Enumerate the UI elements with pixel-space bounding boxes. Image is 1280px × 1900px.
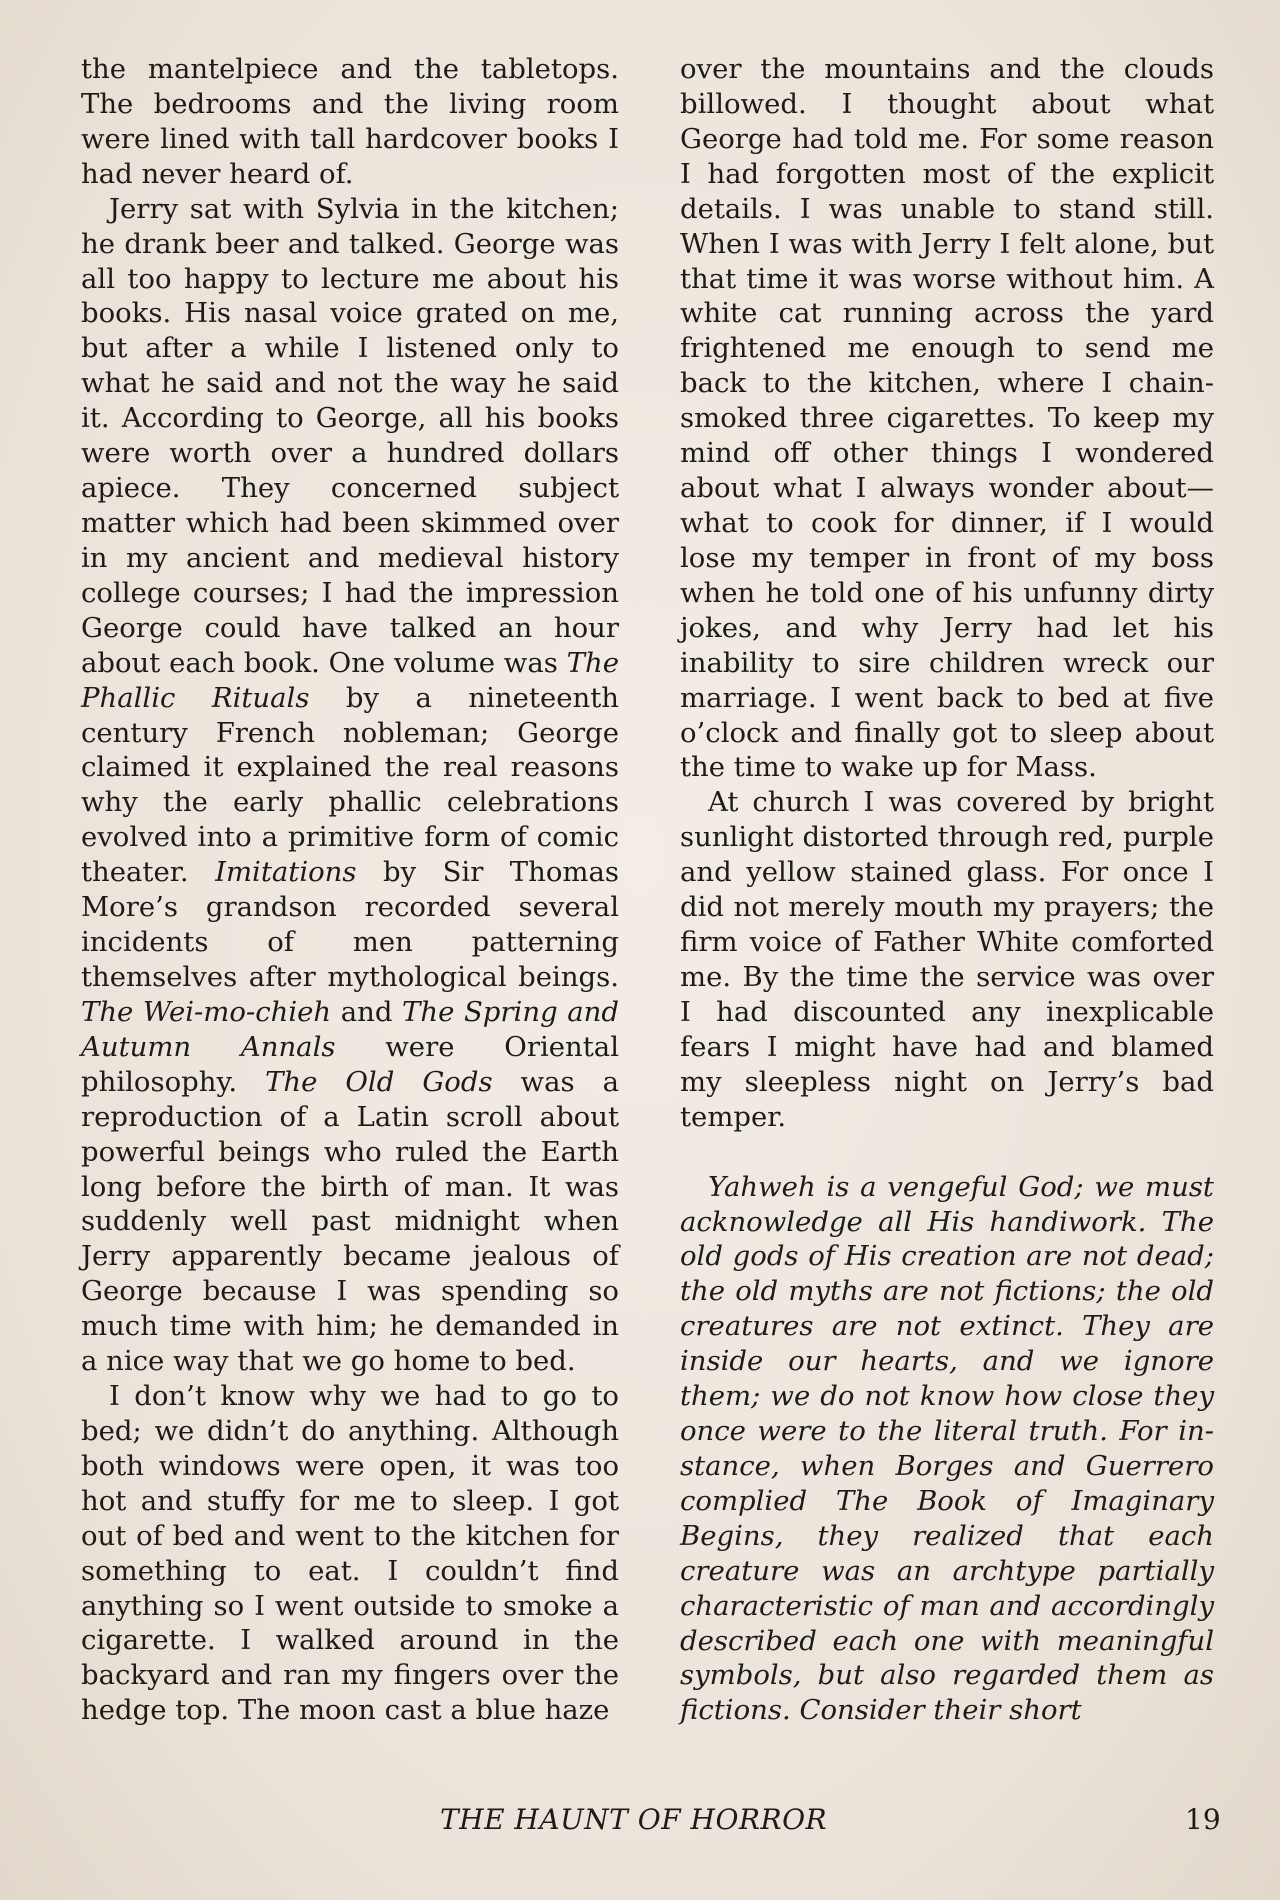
book-title-spring-autumn-annals: The Spring and Autumn Annals — [81, 995, 619, 1063]
left-paragraph-2-text-a: Jerry sat with Sylvia in the kitchen; he drank beer and talked. George was all too happy to lecture me about his books. His nasal voice grated on me, but after a while I listened only to what he said and not the way he said it. According to George, all his books were worth over a hundred dollars apiece. They concerned subject matter which had been skimmed over in my ancient and medieval history college courses; I had the impression George could have talked an hour about each book. One volume was — [81, 192, 619, 679]
left-paragraph-2-text-b: by a nineteenth century French nobleman; George claimed it explained the real reasons why the early phallic celebrations evolved into a primitive form of comic theater. — [81, 681, 619, 889]
right-column — [680, 52, 1214, 1728]
book-title-imitations: Imitations — [215, 856, 357, 889]
italic-passage: Yahweh is a vengeful God; we must acknowledge all His handiwork. The old gods of His creation are not dead; the old myths are not fictions; the old creatures are not extinct. They are inside our hearts, and we ignore them; we do not know how close they once were to the literal truth. For instance, when Borges and Guerrero complied The Book of Imaginary Begins, they realized that each creature was an archtype partially characteristic of man and accordingly described each one with meaningful symbols, but also regarded them as fictions. Consider their short — [680, 1170, 1214, 1727]
left-paragraph-3: I don’t know why we had to go to bed; we didn’t do anything. Although both windows were open, it was too hot and stuffy for me to sleep. I got out of bed and went to the kitchen for something to eat. I couldn’t find anything so I went outside to smoke a cigarette. I walked around in the backyard and ran my fingers over the hedge top. The moon cast a blue haze — [81, 1380, 619, 1727]
book-title-phallic-rituals: The Phallic Rituals — [81, 646, 619, 714]
magazine-title: THE HAUNT OF HORROR — [440, 1803, 828, 1836]
left-paragraph-2-text-f: was a reproduction of a Latin scroll about powerful beings who ruled the Earth long before the birth of man. It was suddenly well past midnight when Jerry apparently became jealous of George because I was spending so much time with him; he demanded in a nice way that we go home to bed. — [81, 1065, 619, 1378]
book-title-wei-mo-chieh: The Wei-mo-chieh — [81, 995, 332, 1028]
book-title-old-gods: The Old Gods — [265, 1065, 493, 1098]
section-break — [680, 1135, 1214, 1170]
left-paragraph-2 — [81, 192, 619, 1379]
page-number: 19 — [1185, 1803, 1221, 1836]
left-paragraph-2-text-e: were Oriental philosophy. — [81, 1030, 619, 1098]
left-paragraph-1: the mantelpiece and the tabletops. The bedrooms and the living room were lined with tall hardcover books I had never heard of. — [81, 53, 619, 190]
left-paragraph-2-text-c: by Sir Thomas More’s grandson recorded several incidents of men patterning themselves after mythological beings. — [81, 856, 619, 993]
right-paragraph-2: At church I was covered by bright sunlight distorted through red, purple and yellow stained glass. For once I did not merely mouth my prayers; the firm voice of Father White comforted me. By the time the service was over I had discounted any inexplicable fears I might have had and blamed my sleepless night on Jerry’s bad temper. — [680, 786, 1214, 1133]
left-column — [81, 52, 619, 1728]
page-footer — [0, 1800, 1280, 1840]
right-paragraph-1: over the mountains and the clouds billowed. I thought about what George had told me. For some reason I had forgotten most of the explicit details. I was unable to stand still. When I was with Jerry I felt alone, but that time it was worse without him. A white cat running across the yard frightened me enough to send me back to the kitchen, where I chain-smoked three cigarettes. To keep my mind off other things I wondered about what I always wonder about—what to cook for dinner, if I would lose my temper in front of my boss when he told one of his unfunny dirty jokes, and why Jerry had let his inability to sire children wreck our marriage. I went back to bed at five o’clock and finally got to sleep about the time to wake up for Mass. — [680, 53, 1214, 784]
left-paragraph-2-text-d: and — [331, 995, 403, 1028]
